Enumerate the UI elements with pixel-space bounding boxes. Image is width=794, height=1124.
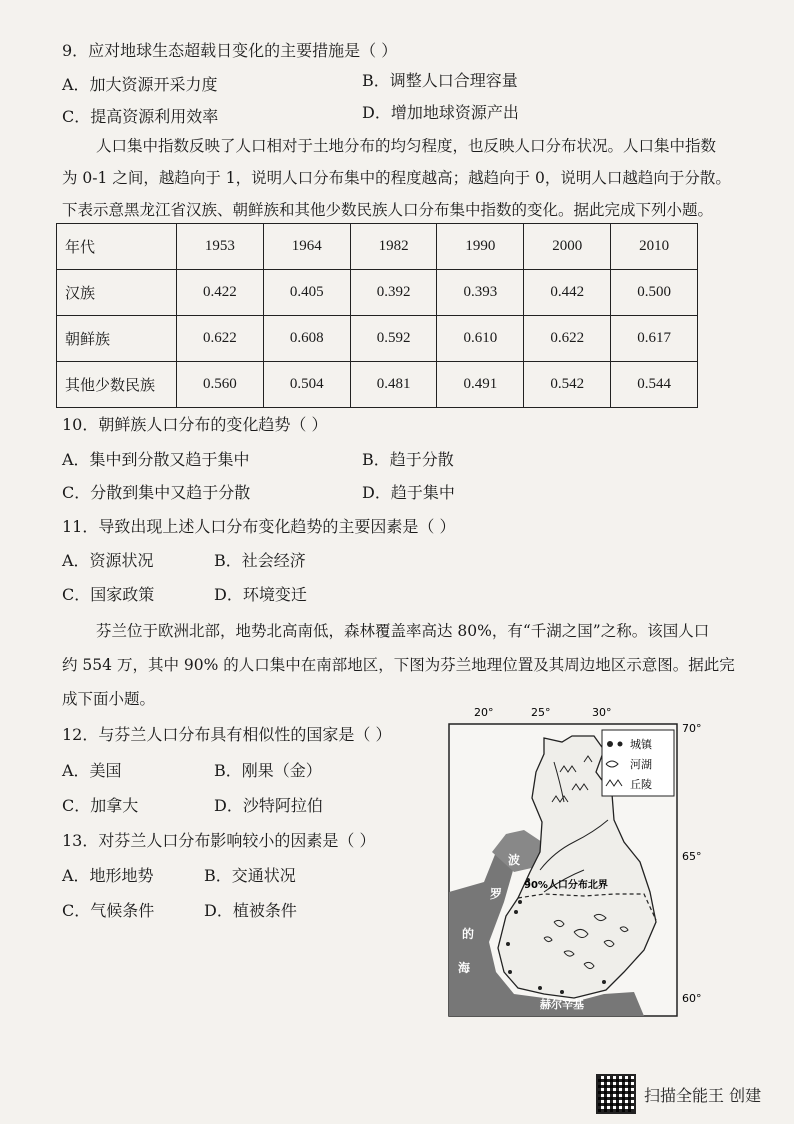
q13-option-c: C．气候条件 xyxy=(62,901,155,920)
intro1-line2: 为 0-1 之间，越趋向于 1，说明人口分布集中的程度越高；越趋向于 0，说明人口越趋向于分散。 xyxy=(62,169,731,187)
q10-option-a: A．集中到分散又趋于集中 xyxy=(62,450,250,469)
table-cell: 朝鲜族 xyxy=(57,316,177,362)
q11-option-c: C．国家政策 xyxy=(62,585,155,604)
q12-stem: 12．与芬兰人口分布具有相似性的国家是（ ） xyxy=(62,725,392,744)
table-cell: 0.481 xyxy=(350,362,437,408)
lon-label-30: 30° xyxy=(592,706,612,719)
table-cell: 0.393 xyxy=(437,270,524,316)
intro1-line3: 下表示意黑龙江省汉族、朝鲜族和其他少数民族人口分布集中指数的变化。据此完成下列小题。 xyxy=(62,201,714,219)
finland-map xyxy=(444,702,744,1022)
table-cell: 0.622 xyxy=(524,316,611,362)
lon-label-25: 25° xyxy=(531,706,551,719)
q12-option-a: A．美国 xyxy=(62,761,122,780)
table-header-cell: 1990 xyxy=(437,224,524,270)
sea-label-4: 海 xyxy=(458,961,471,975)
table-row xyxy=(57,270,698,316)
table-cell: 0.504 xyxy=(263,362,350,408)
table-cell: 0.422 xyxy=(177,270,264,316)
legend-city-label: 城镇 xyxy=(630,738,652,751)
table-cell: 0.405 xyxy=(263,270,350,316)
table-header-row xyxy=(57,224,698,270)
table-header-cell: 年代 xyxy=(57,224,177,270)
q9-option-b: B．调整人口合理容量 xyxy=(362,71,518,90)
lat-label-65: 65° xyxy=(682,850,702,863)
intro2-line3: 成下面小题。 xyxy=(62,690,156,708)
q11-option-d: D．环境变迁 xyxy=(214,585,307,604)
table-cell: 汉族 xyxy=(57,270,177,316)
scanner-watermark xyxy=(596,1074,761,1114)
map-legend xyxy=(602,730,674,796)
q9-option-a: A．加大资源开采力度 xyxy=(62,75,218,94)
legend-hill-label: 丘陵 xyxy=(630,778,652,791)
intro1-line1: 人口集中指数反映了人口相对于土地分布的均匀程度，也反映人口分布状况。人口集中指数 xyxy=(96,137,717,155)
q12-option-d: D．沙特阿拉伯 xyxy=(214,796,323,815)
table-cell: 0.592 xyxy=(350,316,437,362)
table-cell: 0.617 xyxy=(611,316,698,362)
lat-label-60: 60° xyxy=(682,992,702,1005)
watermark-text: 扫描全能王 创建 xyxy=(644,1085,762,1105)
q11-stem: 11．导致出现上述人口分布变化趋势的主要因素是（ ） xyxy=(62,517,456,536)
q9-stem: 9．应对地球生态超载日变化的主要措施是（ ） xyxy=(62,41,398,60)
sea-label-1: 波 xyxy=(508,853,521,867)
q10-option-d: D．趋于集中 xyxy=(362,483,455,502)
sea-label-2: 罗 xyxy=(490,887,503,901)
q13-stem: 13．对芬兰人口分布影响较小的因素是（ ） xyxy=(62,831,376,850)
population-index-table xyxy=(56,223,698,408)
q13-option-a: A．地形地势 xyxy=(62,866,154,885)
table-cell: 0.610 xyxy=(437,316,524,362)
qr-code-icon xyxy=(596,1074,636,1114)
table-row xyxy=(57,316,698,362)
table-header-cell: 1953 xyxy=(177,224,264,270)
table-row xyxy=(57,362,698,408)
table-cell: 0.542 xyxy=(524,362,611,408)
table-cell: 0.544 xyxy=(611,362,698,408)
sea-label-3: 的 xyxy=(462,927,475,941)
table-cell: 0.608 xyxy=(263,316,350,362)
q11-option-a: A．资源状况 xyxy=(62,551,154,570)
intro2-line2: 约 554 万，其中 90% 的人口集中在南部地区，下图为芬兰地理位置及其周边地区示意图。据此完 xyxy=(62,656,735,674)
table-header-cell: 2000 xyxy=(524,224,611,270)
table-cell: 0.500 xyxy=(611,270,698,316)
q10-option-c: C．分散到集中又趋于分散 xyxy=(62,483,251,502)
lat-label-70: 70° xyxy=(682,722,702,735)
q13-option-b: B．交通状况 xyxy=(204,866,296,885)
table-cell: 0.392 xyxy=(350,270,437,316)
table-cell: 0.491 xyxy=(437,362,524,408)
table-cell: 其他少数民族 xyxy=(57,362,177,408)
table-cell: 0.622 xyxy=(177,316,264,362)
table-header-cell: 1982 xyxy=(350,224,437,270)
legend-river-label: 河湖 xyxy=(630,758,652,771)
capital-label: 赫尔辛基 xyxy=(540,998,584,1011)
q13-option-d: D．植被条件 xyxy=(204,901,297,920)
q12-option-c: C．加拿大 xyxy=(62,796,139,815)
table-cell: 0.442 xyxy=(524,270,611,316)
q10-stem: 10．朝鲜族人口分布的变化趋势（ ） xyxy=(62,415,328,434)
q9-option-c: C．提高资源利用效率 xyxy=(62,107,219,126)
lon-label-20: 20° xyxy=(474,706,494,719)
boundary-label: 90%人口分布北界 xyxy=(524,880,608,891)
q12-option-b: B．刚果（金） xyxy=(214,761,322,780)
intro2-line1: 芬兰位于欧洲北部，地势北高南低，森林覆盖率高达 80%，有“千湖之国”之称。该国人口 xyxy=(96,622,710,640)
q9-option-d: D．增加地球资源产出 xyxy=(362,103,519,122)
q10-option-b: B．趋于分散 xyxy=(362,450,454,469)
q11-option-b: B．社会经济 xyxy=(214,551,306,570)
table-header-cell: 1964 xyxy=(263,224,350,270)
table-cell: 0.560 xyxy=(177,362,264,408)
table-header-cell: 2010 xyxy=(611,224,698,270)
